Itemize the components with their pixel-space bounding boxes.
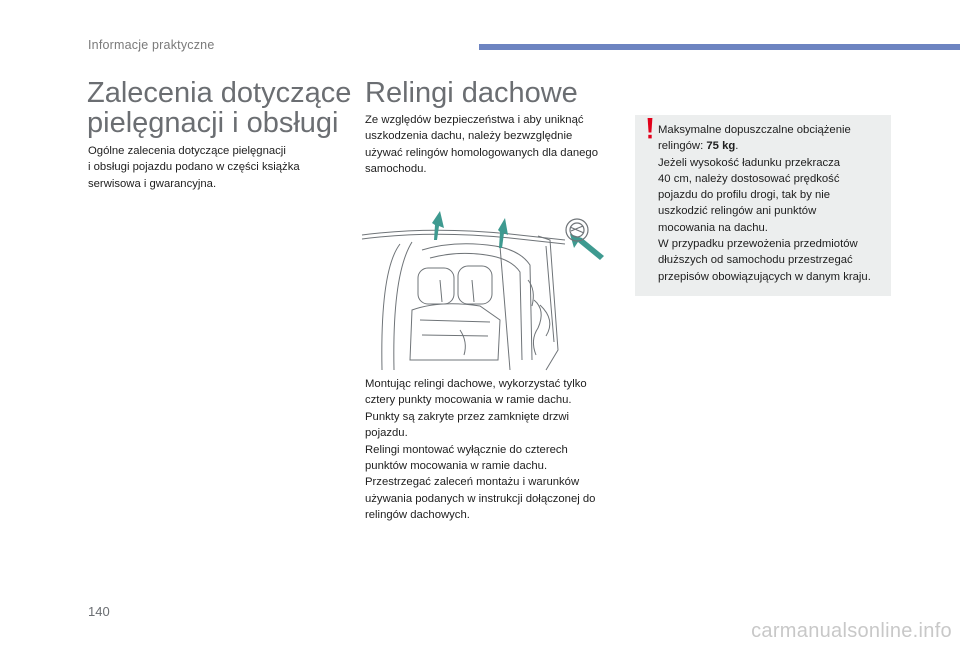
roof-rails-intro <box>365 112 615 178</box>
body-line: Przestrzegać zaleceń montażu i warunków <box>365 476 580 489</box>
warning-text <box>658 122 883 285</box>
warning-line: przepisów obowiązujących w danym kraju. <box>658 270 871 283</box>
roof-rails-body <box>365 376 615 524</box>
intro-line: samochodu. <box>365 163 427 176</box>
warning-load-line <box>658 138 883 154</box>
care-body-line: i obsługi pojazdu podano w części książka <box>88 161 300 174</box>
warning-load-prefix: relingów: <box>658 140 707 153</box>
section-header: Informacje praktyczne <box>88 38 215 52</box>
body-line: relingów dachowych. <box>365 509 470 522</box>
warning-load-suffix: . <box>735 140 739 153</box>
arrow-icon <box>432 211 444 240</box>
warning-line: dłuższych od samochodu przestrzegać <box>658 254 853 267</box>
warning-line: 40 cm, należy dostosować prędkość <box>658 172 840 185</box>
care-body-line: serwisowa i gwarancyjna. <box>88 177 217 190</box>
care-title-line1: Zalecenia dotyczące <box>87 77 352 109</box>
warning-box <box>635 115 891 296</box>
fixing-point-arrows <box>432 211 604 260</box>
watermark: carmanualsonline.info <box>751 620 952 642</box>
body-line: punktów mocowania w ramie dachu. <box>365 460 548 473</box>
care-body-line: Ogólne zalecenia dotyczące pielęgnacji <box>88 145 286 157</box>
body-line: używania podanych w instrukcji dołączonej do <box>365 492 596 505</box>
warning-line: uszkodzić relingów ani punktów <box>658 205 817 218</box>
page-number: 140 <box>88 604 110 619</box>
warning-line: Jeżeli wysokość ładunku przekracza <box>658 156 841 169</box>
exclamation-icon <box>647 118 653 140</box>
arrow-icon <box>570 234 604 260</box>
body-line: cztery punkty mocowania w ramie dachu. <box>365 394 572 407</box>
car-interior-drawing <box>362 230 565 370</box>
warning-line: mocowania na dachu. <box>658 221 768 234</box>
roof-rails-title: Relingi dachowe <box>365 77 578 109</box>
warning-line: Maksymalne dopuszczalne obciążenie <box>658 124 851 136</box>
intro-line: Ze względów bezpieczeństwa i aby uniknąć <box>365 114 584 126</box>
intro-line: uszkodzenia dachu, należy bezwzględnie <box>365 130 573 143</box>
warning-line: pojazdu do profilu drogi, tak by nie <box>658 189 831 202</box>
max-load-value: 75 kg <box>706 140 736 153</box>
body-line: Relingi montować wyłącznie do czterech <box>365 443 568 456</box>
body-line: pojazdu. <box>365 427 408 440</box>
care-title-line2: pielęgnacji i obsługi <box>87 107 339 139</box>
header-accent-bar <box>479 44 960 50</box>
warning-line: W przypadku przewożenia przedmiotów <box>658 238 858 251</box>
intro-line: używać relingów homologowanych dla danego <box>365 146 598 159</box>
roof-rail-illustration <box>360 210 610 375</box>
body-line: Punkty są zakryte przez zamknięte drzwi <box>365 410 570 423</box>
care-body <box>88 143 328 192</box>
body-line: Montując relingi dachowe, wykorzystać tylko <box>365 378 587 390</box>
care-title <box>87 78 357 138</box>
